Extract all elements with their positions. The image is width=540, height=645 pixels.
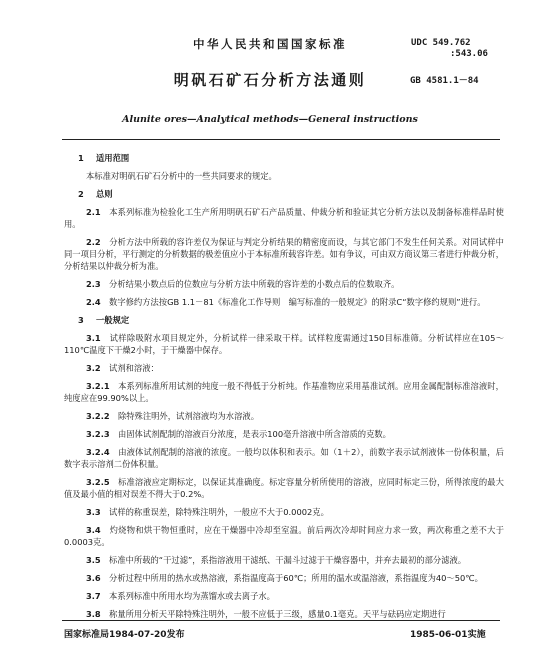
clause-text: 试剂和溶液： <box>109 363 159 373</box>
clause-3-6 <box>64 572 504 584</box>
clause-3-3 <box>64 506 504 518</box>
clause-number: 3.3 <box>86 507 101 517</box>
clause-2-2 <box>64 236 504 272</box>
clause-text: 由固体试剂配制的溶液百分浓度，是表示100毫升溶液中所含溶质的克数。 <box>117 429 391 439</box>
title-chinese: 明矾石矿石分析方法通则 <box>173 71 367 89</box>
clause-number: 3.8 <box>86 609 101 619</box>
section-number: 3 <box>78 315 84 325</box>
clause-text: 分析方法中所载的容许差仅为保证与判定分析结果的精密度而设，与其它部门不发生任何关系。对同试样中同一项目分析，平行测定的分析数据的极差值应小于本标准所载容许差。如有争议，可由双方商议第三者进行仲裁分析，分析结果以仲裁分析为准。 <box>64 237 504 271</box>
clause-3-2-1 <box>64 380 504 404</box>
bottom-rule <box>62 620 500 621</box>
gb-standard-code: GB 4581.1－84 <box>410 76 479 86</box>
clause-text: 本系列标准中所用水均为蒸馏水或去离子水。 <box>109 591 275 601</box>
section-number: 2 <box>78 189 84 199</box>
clause-3-1 <box>64 332 504 356</box>
section-heading <box>64 314 504 326</box>
clause-3-4 <box>64 524 504 548</box>
clause-number: 3.5 <box>86 555 101 565</box>
clause-3-2 <box>64 362 504 374</box>
top-rule <box>62 139 500 140</box>
clause-3-2-2 <box>64 410 504 422</box>
clause-text: 数字修约方法按GB 1.1－81《标准化工作导则 编写标准的一般规定》的附录C“数字修约规则”进行。 <box>109 297 486 307</box>
clause-text: 由液体试剂配制的溶液的浓度。一般均以体积和表示。如（1＋2），前数字表示试剂液体一份体积量，后数字表示溶剂二份体积量。 <box>64 447 504 469</box>
paragraph: 本标准对明矾石矿石分析中的一些共同要求的规定。 <box>86 171 277 181</box>
effective-date: 1985-06-01实施 <box>410 630 486 640</box>
clause-2-3 <box>64 278 504 290</box>
clause-number: 3.1 <box>86 333 101 343</box>
clause-3-5 <box>64 554 504 566</box>
clause-number: 3.7 <box>86 591 101 601</box>
udc-line-1: UDC 549.762 <box>411 38 471 48</box>
title-english: Alunite ores—Analytical methods—General instructions <box>122 114 418 125</box>
clause-3-8 <box>64 608 504 620</box>
issue-date: 国家标准局1984-07-20发布 <box>64 630 185 640</box>
section-title: 一般规定 <box>96 315 130 325</box>
clause-text: 本系列标准所用试剂的纯度一般不得低于分析纯。作基准物应采用基准试剂。应用金属配制标准溶液时，纯度应在99.90%以上。 <box>64 381 504 403</box>
body-content <box>64 152 504 626</box>
section-heading <box>64 188 504 200</box>
clause-text: 分析结果小数点后的位数应与分析方法中所载的容许差的小数点后的位数取齐。 <box>109 279 400 289</box>
clause-text: 除特殊注明外，试剂溶液均为水溶液。 <box>117 411 259 421</box>
clause-number: 2.2 <box>86 237 101 247</box>
section-title: 适用范围 <box>96 153 130 163</box>
clause-number: 3.4 <box>86 525 101 535</box>
clause-3-7 <box>64 590 504 602</box>
clause-text: 标准溶液应定期标定，以保证其准确度。标定容量分析所使用的溶液，应同时标定三份，所得浓度的最大值及最小值的相对误差不得大于0.2%。 <box>64 477 504 499</box>
section-title: 总则 <box>96 189 113 199</box>
clause-number: 2.1 <box>86 207 101 217</box>
udc-code <box>411 38 488 60</box>
clause-3-2-5 <box>64 476 504 500</box>
clause-number: 2.4 <box>86 297 101 307</box>
issuer-header: 中华人民共和国国家标准 <box>193 37 347 51</box>
section-heading <box>64 152 504 164</box>
clause-text: 分析过程中所用的热水或热溶液，系指温度高于60℃；所用的温水或温溶液，系指温度为40～50℃。 <box>109 573 483 583</box>
clause-text: 试样除吸附水项目规定外，分析试样一律采取干样。试样粒度需通过150目标准筛。分析试样应在105～110℃温度下干燥2小时，于干燥器中保存。 <box>64 333 504 355</box>
clause-number: 3.2.4 <box>86 447 110 457</box>
clause-text: 称量所用分析天平除特殊注明外，一般不应低于三级，感量0.1毫克。天平与砝码应定期进行 <box>109 609 446 619</box>
clause-number: 3.2.1 <box>86 381 110 391</box>
clause-3-2-3 <box>64 428 504 440</box>
clause-text: 本系列标准为检验化工生产所用明矾石矿石产品质量、仲裁分析和验证其它分析方法以及制备标准样品时使用。 <box>64 207 504 229</box>
clause-number: 3.2.2 <box>86 411 110 421</box>
clause-number: 3.2.5 <box>86 477 110 487</box>
section-number: 1 <box>78 153 84 163</box>
clause-2-1 <box>64 206 504 230</box>
clause-number: 3.2.3 <box>86 429 110 439</box>
clause-number: 2.3 <box>86 279 101 289</box>
clause-number: 3.6 <box>86 573 101 583</box>
clause-text: 灼烧物和烘干物恒重时，应在干燥器中冷却至室温。前后两次冷却时间应力求一致，两次称重之差不大于0.0003克。 <box>64 525 504 547</box>
clause-text: 标准中所载的“干过滤”，系指溶液用干滤纸、干漏斗过滤于干燥容器中，并弃去最初的部分滤液。 <box>109 555 467 565</box>
clause-number: 3.2 <box>86 363 101 373</box>
clause-2-4 <box>64 296 504 308</box>
clause-text: 试样的称重误差，除特殊注明外，一般应不大于0.0002克。 <box>109 507 329 517</box>
udc-line-2: :543.06 <box>450 49 488 59</box>
clause-3-2-4 <box>64 446 504 470</box>
